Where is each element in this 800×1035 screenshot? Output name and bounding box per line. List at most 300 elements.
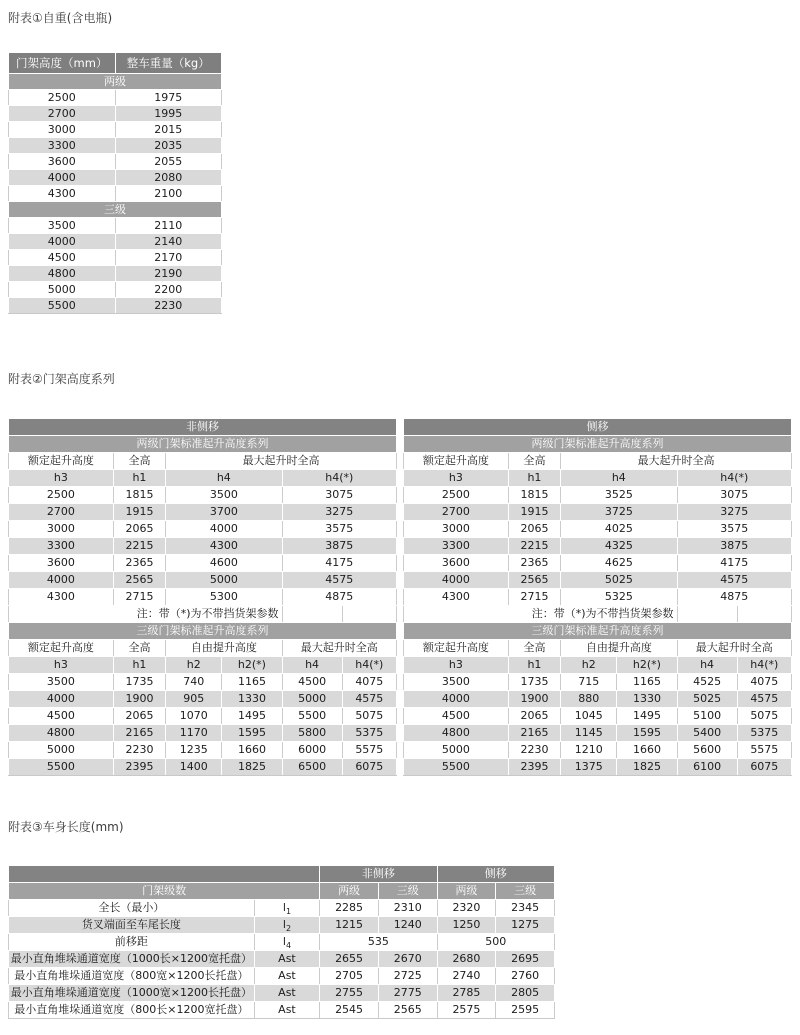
row-label: 最小直角堆垛通道宽度（1000宽×1200长托盘） xyxy=(9,985,255,1002)
column-header: 最大起升时全高 xyxy=(282,640,396,657)
cell: 5000 xyxy=(404,742,509,759)
cell: 4300 xyxy=(166,538,282,555)
cell: 5375 xyxy=(737,725,791,742)
column-subheader: h4 xyxy=(561,470,677,487)
cell: 2310 xyxy=(378,900,437,917)
column-subheader: h3 xyxy=(9,470,114,487)
cell: 880 xyxy=(561,691,617,708)
cell: 4625 xyxy=(561,555,677,572)
cell: 1235 xyxy=(166,742,222,759)
cell: 2065 xyxy=(113,708,165,725)
table-header-row xyxy=(9,883,555,900)
symbol: Ast xyxy=(278,1003,296,1017)
symbol: l xyxy=(282,901,286,915)
cell: 1825 xyxy=(222,759,282,776)
table-row xyxy=(9,900,555,917)
table-row xyxy=(9,934,555,951)
cell: 1495 xyxy=(617,708,677,725)
cell: 5600 xyxy=(677,742,737,759)
table-row xyxy=(9,555,397,572)
cell: 1215 xyxy=(320,917,379,934)
cell: 715 xyxy=(561,674,617,691)
mast-height-table-sideshift xyxy=(403,418,792,776)
column-header: 三级 xyxy=(496,883,555,900)
table-row xyxy=(9,487,397,504)
section-title: 两级门架标准起升高度系列 xyxy=(404,436,792,453)
cell: 4000 xyxy=(9,691,114,708)
cell: 2365 xyxy=(113,555,165,572)
cell: 2545 xyxy=(320,1002,379,1019)
cell: 4575 xyxy=(282,572,396,589)
cell: 5500 xyxy=(9,298,116,314)
cell: 2500 xyxy=(404,487,509,504)
cell: 2165 xyxy=(113,725,165,742)
section-label: 两级 xyxy=(9,74,222,90)
symbol-subscript: 2 xyxy=(285,924,292,934)
cell: 4875 xyxy=(282,589,396,606)
cell: 1825 xyxy=(617,759,677,776)
column-subheader: h4(*) xyxy=(342,657,396,674)
cell: 5800 xyxy=(282,725,342,742)
cell: 4575 xyxy=(737,691,791,708)
cell: 3575 xyxy=(677,521,791,538)
cell: 2565 xyxy=(378,1002,437,1019)
cell: 5000 xyxy=(282,691,342,708)
row-label: 最小直角堆垛通道宽度（800宽×1200长托盘） xyxy=(9,968,255,985)
cell: 2215 xyxy=(508,538,560,555)
cell: 3500 xyxy=(9,674,114,691)
cell: 1045 xyxy=(561,708,617,725)
table-row xyxy=(404,674,792,691)
cell: 1975 xyxy=(115,90,222,106)
empty-cell xyxy=(342,606,396,623)
cell: 3275 xyxy=(282,504,396,521)
band-label: 侧移 xyxy=(404,419,792,436)
cell: 5025 xyxy=(561,572,677,589)
table-row xyxy=(9,250,222,266)
table3-title: 附表③车身长度(mm) xyxy=(8,820,124,834)
cell: 1915 xyxy=(508,504,560,521)
cell: 2165 xyxy=(508,725,560,742)
cell: 2595 xyxy=(496,1002,555,1019)
table1-title: 附表①自重(含电瓶) xyxy=(8,11,113,25)
table-row xyxy=(9,674,397,691)
note-text: 注：带（*)为不带挡货架参数 xyxy=(9,606,283,623)
cell: 2500 xyxy=(9,487,114,504)
cell: 5000 xyxy=(9,282,116,298)
table-header-row xyxy=(404,640,792,657)
table-row xyxy=(9,1002,555,1019)
cell: 2230 xyxy=(115,298,222,314)
table-row xyxy=(404,725,792,742)
column-header: 全高 xyxy=(508,453,560,470)
cell: 3500 xyxy=(9,218,116,234)
table-row xyxy=(9,538,397,555)
section-band xyxy=(9,419,397,436)
cell: 2320 xyxy=(437,900,496,917)
cell: 2705 xyxy=(320,968,379,985)
cell: 1170 xyxy=(166,725,222,742)
column-subheader: h4 xyxy=(166,470,282,487)
column-subheader: h2(*) xyxy=(617,657,677,674)
table-row xyxy=(9,138,222,154)
table-row xyxy=(9,218,222,234)
empty-cell xyxy=(737,606,791,623)
table-row xyxy=(9,917,555,934)
cell: 5025 xyxy=(677,691,737,708)
column-header: 三级 xyxy=(378,883,437,900)
table-row xyxy=(9,589,397,606)
cell: 4300 xyxy=(404,589,509,606)
table-header-row xyxy=(9,453,397,470)
cell: 3600 xyxy=(9,154,116,170)
cell: 3700 xyxy=(166,504,282,521)
symbol: Ast xyxy=(278,969,296,983)
cell: 2230 xyxy=(113,742,165,759)
cell: 3075 xyxy=(677,487,791,504)
column-subheader: h2 xyxy=(561,657,617,674)
column-header: 门架高度（mm） xyxy=(9,53,116,74)
table-row xyxy=(404,521,792,538)
cell: 2065 xyxy=(508,521,560,538)
cell: 2035 xyxy=(115,138,222,154)
column-header: 全高 xyxy=(113,640,165,657)
cell: 1995 xyxy=(115,106,222,122)
column-header: 两级 xyxy=(320,883,379,900)
column-subheader: h1 xyxy=(508,657,560,674)
cell: 2725 xyxy=(378,968,437,985)
table-header-row xyxy=(404,453,792,470)
section-band xyxy=(404,623,792,640)
cell: 4025 xyxy=(561,521,677,538)
cell: 905 xyxy=(166,691,222,708)
cell: 2715 xyxy=(113,589,165,606)
cell: 2700 xyxy=(9,504,114,521)
table-row xyxy=(9,725,397,742)
cell: 4000 xyxy=(404,691,509,708)
cell: 1275 xyxy=(496,917,555,934)
column-header: 全高 xyxy=(508,640,560,657)
cell: 1375 xyxy=(561,759,617,776)
cell: 4175 xyxy=(677,555,791,572)
cell: 1595 xyxy=(617,725,677,742)
cell: 4000 xyxy=(9,170,116,186)
cell: 2655 xyxy=(320,951,379,968)
cell: 2140 xyxy=(115,234,222,250)
row-label: 前移距 xyxy=(9,934,255,951)
table-row xyxy=(9,282,222,298)
table-row xyxy=(9,951,555,968)
cell: 4300 xyxy=(9,186,116,202)
column-subheader: h1 xyxy=(113,470,165,487)
symbol-cell xyxy=(254,934,320,951)
cell: 3000 xyxy=(404,521,509,538)
cell: 4800 xyxy=(404,725,509,742)
table-row xyxy=(9,266,222,282)
symbol-cell xyxy=(254,951,320,968)
column-subheader: h1 xyxy=(113,657,165,674)
cell: 3075 xyxy=(282,487,396,504)
cell: 3600 xyxy=(9,555,114,572)
symbol: l xyxy=(282,935,286,949)
cell: 3525 xyxy=(561,487,677,504)
cell: 5575 xyxy=(342,742,396,759)
cell: 1330 xyxy=(222,691,282,708)
cell: 1330 xyxy=(617,691,677,708)
symbol-cell xyxy=(254,985,320,1002)
cell: 2755 xyxy=(320,985,379,1002)
cell: 1145 xyxy=(561,725,617,742)
cell: 3875 xyxy=(677,538,791,555)
column-subheader: h1 xyxy=(508,470,560,487)
table-row xyxy=(9,985,555,1002)
table-row xyxy=(9,122,222,138)
cell: 2100 xyxy=(115,186,222,202)
table-row xyxy=(404,589,792,606)
table-row xyxy=(9,708,397,725)
empty-cell xyxy=(9,866,320,883)
cell: 2230 xyxy=(508,742,560,759)
cell: 2200 xyxy=(115,282,222,298)
table-row xyxy=(9,90,222,106)
section-title: 两级门架标准起升高度系列 xyxy=(9,436,397,453)
cell: 4500 xyxy=(282,674,342,691)
table-row xyxy=(404,504,792,521)
empty-cell xyxy=(282,606,342,623)
note-row xyxy=(9,606,397,623)
symbol-cell xyxy=(254,968,320,985)
cell: 1210 xyxy=(561,742,617,759)
cell: 4500 xyxy=(9,708,114,725)
section-band xyxy=(404,419,792,436)
table-row xyxy=(9,968,555,985)
cell: 2055 xyxy=(115,154,222,170)
cell: 1900 xyxy=(113,691,165,708)
cell: 1735 xyxy=(508,674,560,691)
cell: 2110 xyxy=(115,218,222,234)
cell: 4800 xyxy=(9,266,116,282)
self-weight-table xyxy=(8,52,222,314)
row-label: 最小直角堆垛通道宽度（1000长×1200宽托盘） xyxy=(9,951,255,968)
cell: 2190 xyxy=(115,266,222,282)
cell: 2365 xyxy=(508,555,560,572)
column-header: 门架级数 xyxy=(9,883,320,900)
cell: 4000 xyxy=(166,521,282,538)
column-subheader: h4(*) xyxy=(737,657,791,674)
cell: 2170 xyxy=(115,250,222,266)
cell: 4325 xyxy=(561,538,677,555)
cell: 5500 xyxy=(404,759,509,776)
section-band xyxy=(9,866,555,883)
cell: 5500 xyxy=(9,759,114,776)
cell: 2700 xyxy=(404,504,509,521)
cell: 4075 xyxy=(737,674,791,691)
cell: 1495 xyxy=(222,708,282,725)
cell: 4000 xyxy=(9,234,116,250)
table-row xyxy=(404,742,792,759)
column-header: 整车重量（kg） xyxy=(115,53,222,74)
empty-cell xyxy=(677,606,737,623)
cell: 2065 xyxy=(113,521,165,538)
cell: 1735 xyxy=(113,674,165,691)
cell: 4600 xyxy=(166,555,282,572)
column-subheader: h3 xyxy=(404,657,509,674)
table2-title: 附表②门架高度系列 xyxy=(8,372,115,386)
cell: 2345 xyxy=(496,900,555,917)
cell: 3300 xyxy=(9,538,114,555)
table-row xyxy=(404,691,792,708)
section-title: 三级门架标准起升高度系列 xyxy=(9,623,397,640)
cell: 6500 xyxy=(282,759,342,776)
cell: 1815 xyxy=(508,487,560,504)
column-header: 额定起升高度 xyxy=(404,640,509,657)
cell: 2700 xyxy=(9,106,116,122)
band-label: 非侧移 xyxy=(9,419,397,436)
cell: 5000 xyxy=(166,572,282,589)
note-row xyxy=(404,606,792,623)
cell: 2215 xyxy=(113,538,165,555)
cell: 3500 xyxy=(166,487,282,504)
column-subheader: h4 xyxy=(282,657,342,674)
cell: 3875 xyxy=(282,538,396,555)
table-subheader-row xyxy=(404,657,792,674)
table-row xyxy=(404,555,792,572)
cell: 2575 xyxy=(437,1002,496,1019)
cell: 1660 xyxy=(617,742,677,759)
table-row xyxy=(404,538,792,555)
cell: 2670 xyxy=(378,951,437,968)
cell: 3600 xyxy=(404,555,509,572)
cell: 4575 xyxy=(342,691,396,708)
cell: 1165 xyxy=(617,674,677,691)
table-row xyxy=(9,742,397,759)
body-length-table xyxy=(8,865,555,1019)
table-row xyxy=(9,170,222,186)
section-band xyxy=(9,202,222,218)
cell: 4875 xyxy=(677,589,791,606)
cell: 2715 xyxy=(508,589,560,606)
symbol-cell xyxy=(254,900,320,917)
cell: 2500 xyxy=(9,90,116,106)
cell: 2695 xyxy=(496,951,555,968)
cell: 3300 xyxy=(404,538,509,555)
column-header: 全高 xyxy=(113,453,165,470)
cell: 1400 xyxy=(166,759,222,776)
column-subheader: h4(*) xyxy=(677,470,791,487)
table-row xyxy=(9,154,222,170)
row-label: 货叉端面至车尾长度 xyxy=(9,917,255,934)
table-row xyxy=(9,186,222,202)
cell: 6075 xyxy=(737,759,791,776)
column-header: 最大起升时全高 xyxy=(166,453,397,470)
cell: 535 xyxy=(320,934,437,951)
column-header: 额定起升高度 xyxy=(9,640,114,657)
mast-height-tables xyxy=(8,418,798,776)
cell: 3000 xyxy=(9,521,114,538)
table-row xyxy=(9,572,397,589)
column-header: 自由提升高度 xyxy=(561,640,677,657)
note-text: 注：带（*)为不带挡货架参数 xyxy=(404,606,678,623)
column-header: 两级 xyxy=(437,883,496,900)
cell: 4500 xyxy=(404,708,509,725)
cell: 2785 xyxy=(437,985,496,1002)
cell: 1900 xyxy=(508,691,560,708)
cell: 2760 xyxy=(496,968,555,985)
cell: 1915 xyxy=(113,504,165,521)
cell: 4800 xyxy=(9,725,114,742)
table-row xyxy=(9,521,397,538)
table-row xyxy=(404,759,792,776)
cell: 740 xyxy=(166,674,222,691)
cell: 500 xyxy=(437,934,554,951)
cell: 6100 xyxy=(677,759,737,776)
symbol: Ast xyxy=(278,986,296,1000)
cell: 5500 xyxy=(282,708,342,725)
cell: 5075 xyxy=(737,708,791,725)
cell: 4075 xyxy=(342,674,396,691)
symbol-subscript: 4 xyxy=(285,941,292,951)
section-title: 三级门架标准起升高度系列 xyxy=(404,623,792,640)
cell: 4575 xyxy=(677,572,791,589)
section-band xyxy=(9,436,397,453)
cell: 2285 xyxy=(320,900,379,917)
cell: 1595 xyxy=(222,725,282,742)
column-header: 自由提升高度 xyxy=(166,640,282,657)
table-row xyxy=(9,504,397,521)
symbol-subscript: 1 xyxy=(285,907,292,917)
table-row xyxy=(404,708,792,725)
cell: 2680 xyxy=(437,951,496,968)
cell: 3300 xyxy=(9,138,116,154)
table-row xyxy=(9,691,397,708)
cell: 2565 xyxy=(508,572,560,589)
cell: 4175 xyxy=(282,555,396,572)
cell: 5400 xyxy=(677,725,737,742)
band-label: 非侧移 xyxy=(320,866,437,883)
table-row xyxy=(9,298,222,314)
symbol-cell xyxy=(254,1002,320,1019)
table-subheader-row xyxy=(404,470,792,487)
cell: 4500 xyxy=(9,250,116,266)
cell: 2395 xyxy=(113,759,165,776)
table-subheader-row xyxy=(9,657,397,674)
cell: 3000 xyxy=(9,122,116,138)
cell: 1240 xyxy=(378,917,437,934)
cell: 3275 xyxy=(677,504,791,521)
table-row xyxy=(404,572,792,589)
column-header: 额定起升高度 xyxy=(9,453,114,470)
section-label: 三级 xyxy=(9,202,222,218)
column-subheader: h2 xyxy=(166,657,222,674)
table-header-row xyxy=(9,640,397,657)
cell: 1250 xyxy=(437,917,496,934)
cell: 2740 xyxy=(437,968,496,985)
cell: 1070 xyxy=(166,708,222,725)
column-header: 最大起升时全高 xyxy=(677,640,791,657)
cell: 2065 xyxy=(508,708,560,725)
cell: 5075 xyxy=(342,708,396,725)
cell: 1660 xyxy=(222,742,282,759)
band-label: 侧移 xyxy=(437,866,554,883)
cell: 5575 xyxy=(737,742,791,759)
column-header: 最大起升时全高 xyxy=(561,453,792,470)
cell: 6075 xyxy=(342,759,396,776)
cell: 2395 xyxy=(508,759,560,776)
cell: 5375 xyxy=(342,725,396,742)
cell: 3725 xyxy=(561,504,677,521)
symbol-cell xyxy=(254,917,320,934)
section-band xyxy=(404,436,792,453)
